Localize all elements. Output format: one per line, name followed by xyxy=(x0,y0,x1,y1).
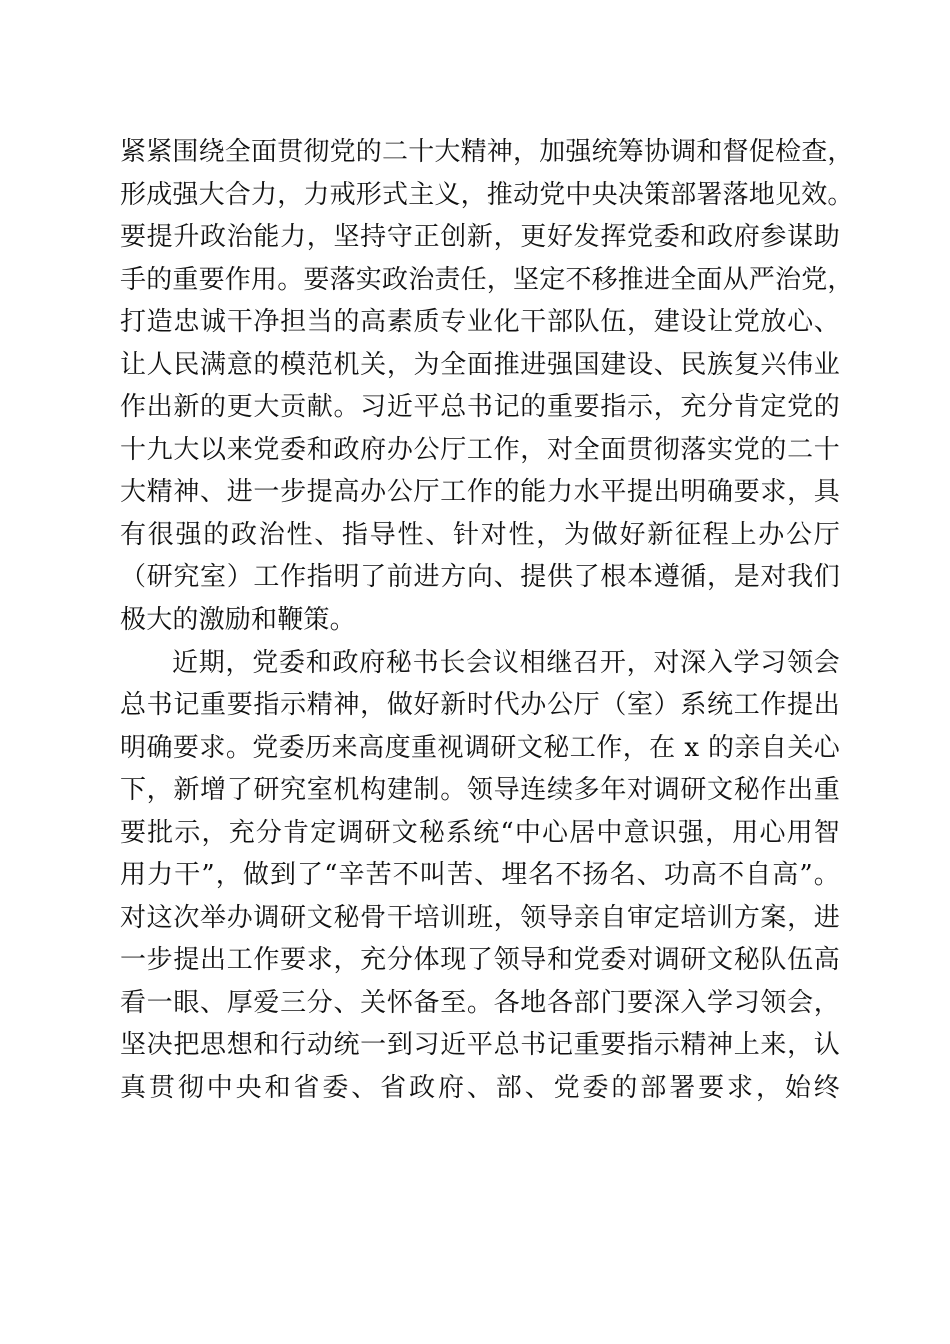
text-line: 十九大以来党委和政府办公厅工作，对全面贯彻落实党的二十 xyxy=(120,434,840,465)
text-line: 坚决把思想和行动统一到习近平总书记重要指示精神上来，认 xyxy=(120,1030,840,1061)
text-line: 看一眼、厚爱三分、关怀备至。各地各部门要深入学习领会， xyxy=(120,987,840,1018)
paragraph-end-line: 极大的激励和鞭策。 xyxy=(120,605,356,636)
text-line: 明确要求。党委历来高度重视调研文秘工作，在 x 的亲自关心 xyxy=(120,732,840,763)
text-line: 手的重要作用。要落实政治责任，坚定不移推进全面从严治党， xyxy=(120,264,854,295)
text-line: 作出新的更大贡献。习近平总书记的重要指示，充分肯定党的 xyxy=(120,392,840,423)
text-line: 要提升政治能力，坚持守正创新，更好发挥党委和政府参谋助 xyxy=(120,222,840,253)
text-line: 真贯彻中央和省委、省政府、部、党委的部署要求，始终 xyxy=(120,1073,840,1104)
text-line: 下，新增了研究室机构建制。领导连续多年对调研文秘作出重 xyxy=(120,775,840,806)
text-line: 有很强的政治性、指导性、针对性，为做好新征程上办公厅 xyxy=(120,519,840,550)
text-line: 一步提出工作要求，充分体现了领导和党委对调研文秘队伍高 xyxy=(120,945,840,976)
text-line: （研究室）工作指明了前进方向、提供了根本遵循，是对我们 xyxy=(120,562,840,593)
text-line: 大精神、进一步提高办公厅工作的能力水平提出明确要求，具 xyxy=(120,477,840,508)
text-line: 形成强大合力，力戒形式主义，推动党中央决策部署落地见效。 xyxy=(120,179,854,210)
document-body xyxy=(120,131,854,1110)
text-line: 用力干”，做到了“辛苦不叫苦、埋名不扬名、功高不自高”。 xyxy=(120,860,840,891)
paragraph-first-line: 近期，党委和政府秘书长会议相继召开，对深入学习领会 xyxy=(172,647,840,678)
text-line: 打造忠诚干净担当的高素质专业化干部队伍，建设让党放心、 xyxy=(120,307,840,338)
text-line: 紧紧围绕全面贯彻党的二十大精神，加强统筹协调和督促检查， xyxy=(120,137,854,167)
text-line: 对这次举办调研文秘骨干培训班，领导亲自审定培训方案，进 xyxy=(120,902,840,933)
text-line: 让人民满意的模范机关，为全面推进强国建设、民族复兴伟业 xyxy=(120,349,840,380)
text-line: 总书记重要指示精神，做好新时代办公厅（室）系统工作提出 xyxy=(120,690,840,721)
text-line: 要批示，充分肯定调研文秘系统“中心居中意识强，用心用智 xyxy=(120,817,840,848)
